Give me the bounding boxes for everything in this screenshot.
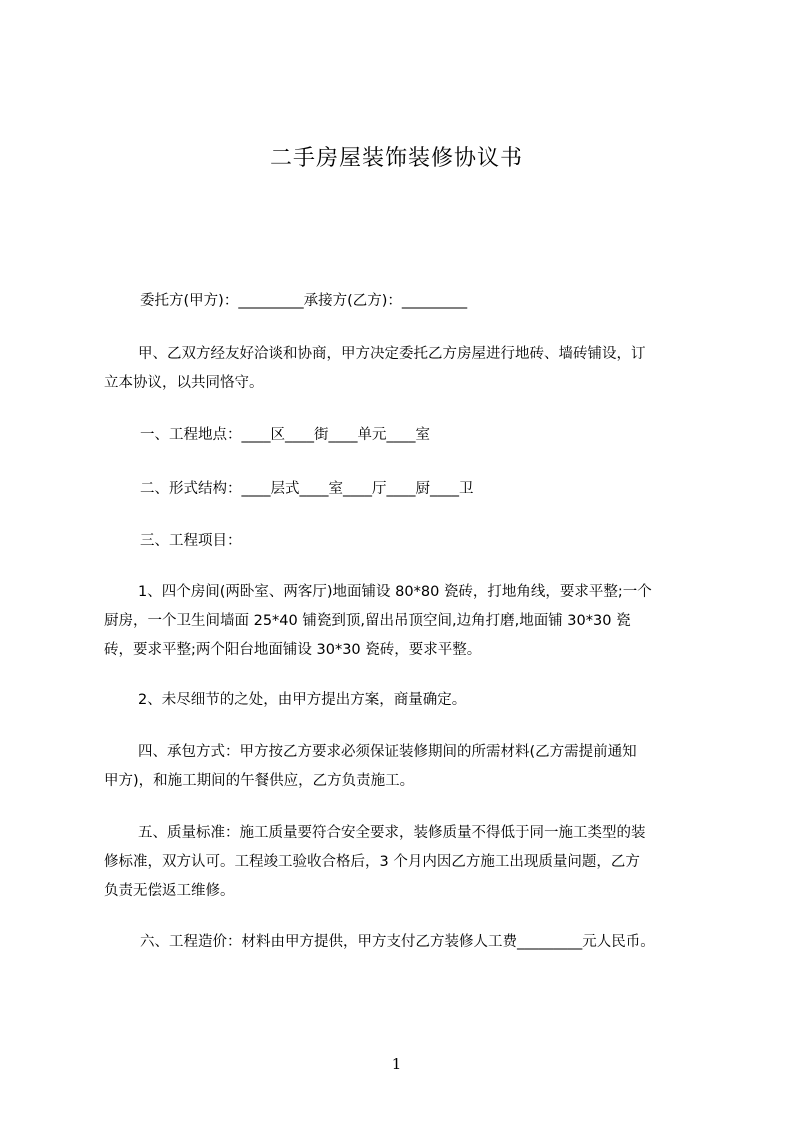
item-2-paragraph: 2、未尽细节的之处，由甲方提出方案，商量确定。 [138,692,467,708]
section-2-structure: 二、形式结构：____层式____室____厅____厨____卫 [140,481,474,497]
item-1-paragraph [104,578,700,665]
section-5-line-1: 五、质量标准：施工质量要符合安全要求，装修质量不得低于同一施工类型的装 [138,825,646,841]
page-number: 1 [391,1055,402,1073]
item-1-line-3: 砖，要求平整;两个阳台地面铺设 30*30 瓷砖，要求平整。 [104,642,482,658]
section-4-contract [104,738,700,796]
document-title: 二手房屋装饰装修协议书 [269,146,523,171]
section-3-heading: 三、工程项目： [140,533,242,549]
section-6-cost: 六、工程造价：材料由甲方提供，甲方支付乙方装修人工费_________元人民币。 [140,934,655,950]
section-1-location: 一、工程地点：____区____街____单元____室 [140,427,430,443]
parties-line: 委托方(甲方)：_________承接方(乙方)：_________ [140,293,468,309]
section-5-quality [104,819,700,906]
intro-line-1: 甲、乙双方经友好洽谈和协商，甲方决定委托乙方房屋进行地砖、墙砖铺设，订 [138,346,646,362]
section-4-line-2: 甲方)，和施工期间的午餐供应，乙方负责施工。 [104,773,415,789]
section-5-line-3: 负责无偿返工维修。 [104,883,235,899]
item-1-line-2: 厨房，一个卫生间墙面 25*40 铺瓷到顶,留出吊顶空间,边角打磨,地面铺 30*30 瓷 [104,613,631,629]
intro-line-2: 立本协议，以共同恪守。 [104,375,264,391]
intro-paragraph [104,340,700,398]
section-5-line-2: 修标准，双方认可。工程竣工验收合格后，3 个月内因乙方施工出现质量问题，乙方 [104,854,640,870]
item-1-line-1: 1、四个房间(两卧室、两客厅)地面铺设 80*80 瓷砖，打地角线，要求平整;一个 [138,584,652,600]
section-4-line-1: 四、承包方式：甲方按乙方要求必须保证装修期间的所需材料(乙方需提前通知 [138,744,637,760]
